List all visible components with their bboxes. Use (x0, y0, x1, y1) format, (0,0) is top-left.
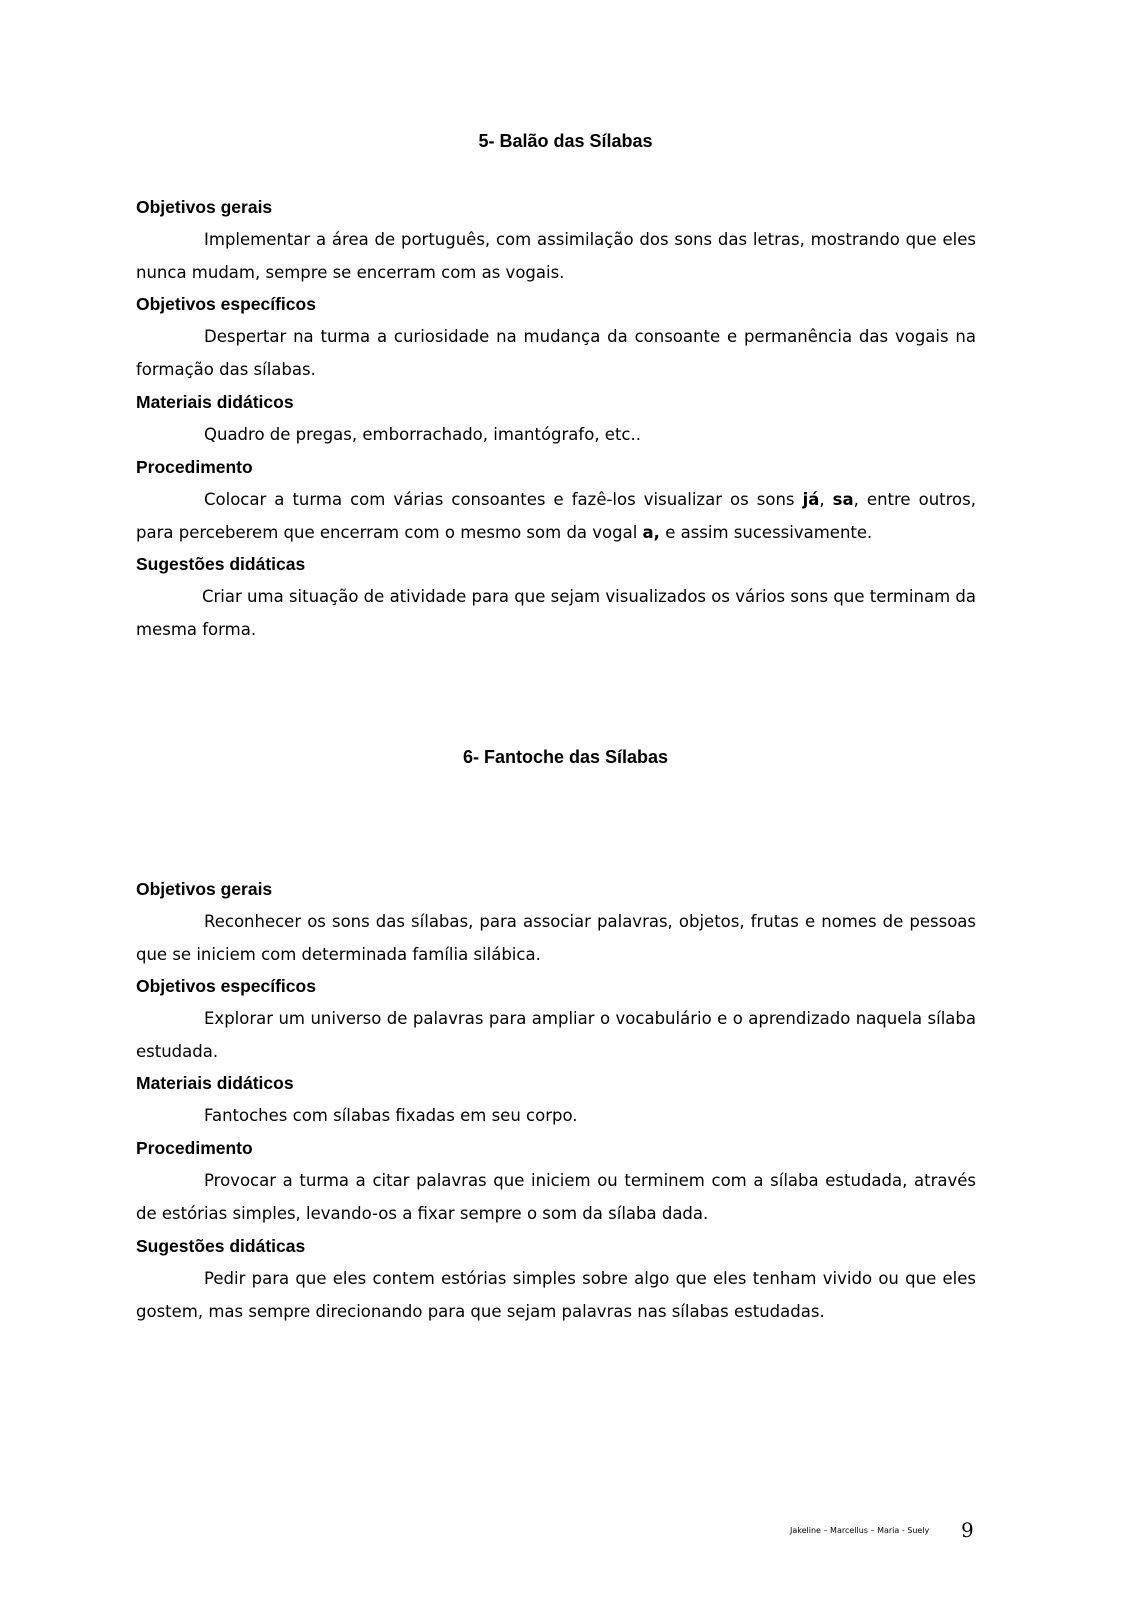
page-number: 9 (961, 1518, 974, 1542)
paragraph-procedimento: Provocar a turma a citar palavras que iniciem ou terminem com a sílaba estudada, através de estórias simples, levando-os a fixar sempre o som da sílaba dada. (136, 1171, 976, 1223)
paragraph-objetivos-gerais: Reconhecer os sons das sílabas, para associar palavras, objetos, frutas e nomes de pessoas que se iniciem com determinada família silábica. (136, 912, 976, 964)
heading-objetivos-especificos: Objetivos específicos (136, 294, 316, 314)
heading-materiais: Materiais didáticos (136, 1073, 294, 1093)
bold-syllable-ja: já (802, 490, 820, 509)
heading-sugestoes: Sugestões didáticas (136, 1236, 306, 1256)
paragraph-objetivos-gerais: Implementar a área de português, com assimilação dos sons das letras, mostrando que eles nunca mudam, sempre se encerram com as vogais. (136, 230, 976, 282)
heading-objetivos-especificos: Objetivos específicos (136, 976, 316, 996)
paragraph-materiais: Quadro de pregas, emborrachado, imantógrafo, etc.. (204, 425, 641, 444)
heading-objetivos-gerais: Objetivos gerais (136, 879, 273, 899)
bold-syllable-sa: sa (832, 490, 854, 509)
heading-objetivos-gerais: Objetivos gerais (136, 197, 273, 217)
paragraph-sugestoes: Pedir para que eles contem estórias simples sobre algo que eles tenham vivido ou que eles gostem, mas sempre direcionando para que sejam palavras nas sílabas estudadas. (136, 1269, 976, 1321)
heading-procedimento: Procedimento (136, 1138, 253, 1158)
procedimento-text-3: , entre outros, para perceberem que encerram com o mesmo som da vogal (136, 490, 976, 542)
heading-sugestoes: Sugestões didáticas (136, 554, 306, 574)
section-title: 6- Fantoche das Sílabas (462, 747, 669, 767)
procedimento-text-2: , (819, 490, 833, 509)
procedimento-text-1: Colocar a turma com várias consoantes e fazê-los visualizar os sons (204, 490, 803, 509)
paragraph-sugestoes: Criar uma situação de atividade para que sejam visualizados os vários sons que terminam da mesma forma. (136, 587, 976, 639)
footer-authors: Jakeline – Marcellus – Maria - Suely (790, 1526, 930, 1535)
paragraph-objetivos-especificos: Explorar um universo de palavras para ampliar o vocabulário e o aprendizado naquela sílaba estudada. (136, 1009, 976, 1061)
section-title: 5- Balão das Sílabas (478, 131, 653, 151)
heading-procedimento: Procedimento (136, 457, 253, 477)
bold-vowel-a: a, (642, 523, 660, 542)
paragraph-objetivos-especificos: Despertar na turma a curiosidade na mudança da consoante e permanência das vogais na formação das sílabas. (136, 327, 976, 379)
paragraph-procedimento (136, 483, 976, 549)
heading-materiais: Materiais didáticos (136, 392, 294, 412)
procedimento-text-4: e assim sucessivamente. (659, 523, 873, 542)
paragraph-materiais: Fantoches com sílabas fixadas em seu corpo. (204, 1106, 578, 1125)
